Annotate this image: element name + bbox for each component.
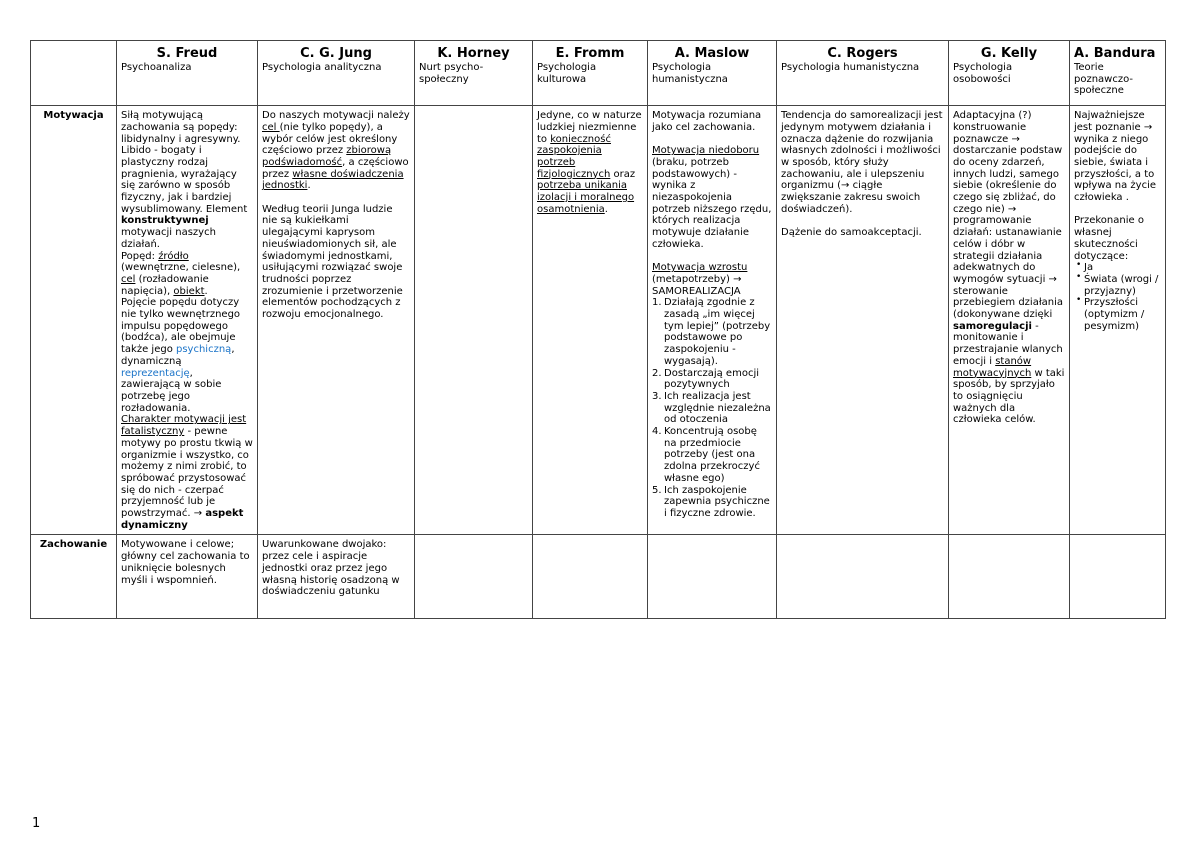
cell-bandura-zachowanie (1070, 535, 1166, 619)
theory-name: Psychologia analityczna (262, 62, 382, 73)
list-text: Dostarczają emocji pozytywnych (664, 367, 759, 391)
list-item (652, 485, 772, 520)
cell-rogers-motywacja (777, 106, 949, 535)
theory-name: Psychologia humanistyczna (652, 62, 728, 85)
list-item (1076, 260, 1161, 274)
theorist-name: E. Fromm (555, 46, 625, 61)
text: Do naszych motywacji należy (262, 110, 410, 122)
text-underlined: obiekt (173, 285, 205, 297)
bullet-list (1074, 262, 1161, 332)
header-jung (258, 41, 415, 106)
cell-freud-motywacja (117, 106, 258, 535)
header-row (31, 41, 1166, 106)
text: w taki sposób, by sprzyjało to osiągnięciu ważnych dla człowieka celów. (953, 367, 1065, 426)
theory-name: Psychologia kulturowa (537, 62, 597, 85)
theory-name: Psychologia osobowości (953, 62, 1013, 85)
bullet-icon: • (1076, 295, 1082, 306)
cell-maslow-zachowanie (648, 535, 777, 619)
list-item (652, 297, 772, 367)
text-underlined: cel (121, 273, 136, 285)
theorist-name: C. G. Jung (300, 46, 372, 61)
text: (rozładowanie napięcia), (121, 273, 209, 297)
text: (wewnętrzne, cielesne), (121, 262, 241, 274)
list-text: Ich realizacja jest względnie niezależna od otoczenia (664, 390, 771, 426)
cell-freud-zachowanie: Motywowane i celowe; główny cel zachowania to uniknięcie bolesnych myśli i wspomnień. (117, 535, 258, 619)
list-text: Koncentrują osobę na przedmiocie potrzeby (jest ona zdolna przekroczyć własne ego) (664, 426, 760, 484)
list-number: 5. (652, 484, 662, 496)
list-item (652, 391, 772, 426)
cell-fromm-zachowanie (533, 535, 648, 619)
text: Przekonanie o własnej skuteczności dotyczące: (1074, 215, 1144, 262)
cell-horney-motywacja (415, 106, 533, 535)
text: oraz (610, 168, 636, 180)
text-underlined: potrzeba unikania izolacji i moralnego osamotnienia (537, 180, 635, 215)
text: Jedyne, co w naturze ludzkiej niezmienne to (537, 110, 642, 145)
text-underlined: źródło (158, 250, 189, 262)
text: Popęd: (121, 250, 159, 262)
text: Według teorii Junga ludzie nie są kukiełkami ulegającymi kaprysom nieuświadomionych sił, ale świadomymi jednostkami, usiłującymi rozwiązać swoje trudności poprzez zrozumienie i przetworzenie elementów pochodzących z rozwoju emocjonalnego. (262, 203, 403, 321)
cell-bandura-motywacja (1070, 106, 1166, 535)
cell-maslow-motywacja (648, 106, 777, 535)
theorist-name: C. Rogers (827, 46, 898, 61)
header-freud (117, 41, 258, 106)
cell-fromm-motywacja (533, 106, 648, 535)
list-number: 4. (652, 426, 662, 438)
text-underlined: stanów motywacyjnych (953, 355, 1032, 379)
text: Motywacja rozumiana jako cel zachowania. (652, 110, 762, 133)
header-maslow (648, 41, 777, 106)
text: Pojęcie popędu dotyczy nie tylko wewnętrznego impulsu popędowego (bodźca), ale obejmuje także jego (121, 297, 241, 356)
header-rogers (777, 41, 949, 106)
list-item (652, 368, 772, 391)
text-bold: aspekt dynamiczny (121, 508, 244, 531)
text: - monitowanie i przestrajanie wlanych emocji i (953, 320, 1063, 367)
theory-name: Psychoanaliza (121, 62, 192, 73)
theory-name: Teorie poznawczo-społeczne (1074, 62, 1134, 97)
cell-jung-zachowanie: Uwarunkowane dwojako: przez cele i aspiracje jednostki oraz przez jego własną historię osadzoną w doświadczeniu gatunku (258, 535, 415, 619)
list-item (652, 426, 772, 485)
text: - pewne motywy po prostu tkwią w organizmie i wszystko, co możemy z nimi zrobić, to spróbować przystosować się do nich - czerpać przyjemność lub je powstrzymać. → (121, 426, 253, 520)
text: (braku, potrzeb podstawowych) - wynika z niezaspokojenia potrzeb niższego rzędu, których realizacja motywuje działanie człowieka. (652, 156, 772, 250)
text: . (204, 285, 208, 297)
text: , zawierającą w sobie potrzebę jego rozładowania. (121, 367, 222, 414)
text: , a częściowo przez (262, 156, 409, 180)
cell-horney-zachowanie (415, 535, 533, 619)
bullet-icon: • (1076, 260, 1082, 271)
list-text: Przyszłości (optymizm / pesymizm) (1084, 297, 1145, 332)
text-underlined: Charakter motywacji jest fatalistyczny (121, 414, 247, 438)
theorist-name: A. Maslow (674, 46, 750, 61)
text-bold: samoregulacji (953, 320, 1032, 332)
numbered-list (652, 297, 772, 519)
text-underlined: Motywacja niedoboru (652, 145, 760, 157)
list-number: 3. (652, 390, 662, 402)
text: Siłą motywującą zachowania są popędy: libidynalny i agresywny. Libido - bogaty i plastyczny rodzaj pragnienia, wyrażający się zarówno w sposób fizyczny, jak i bardziej wysublimowany. Element (121, 110, 248, 215)
theorist-name: G. Kelly (980, 46, 1038, 61)
cell-kelly-zachowanie (949, 535, 1070, 619)
text-underlined: Motywacja wzrostu (652, 262, 748, 274)
text: Adaptacyjna (?) konstruowanie poznawcze → dostarczanie podstaw do oceny zdarzeń, innych ludzi, samego siebie (określenie do czego się zbliżać, do czego nie) → programowanie działań: ustanawianie celów i dóbr w strategii działania adekwatnych do wymogów sytuacji → sterowanie przebiegiem działania (dokonywane dzięki (953, 110, 1064, 321)
text-underlined: konieczność zaspokojenia potrzeb fizjologicznych (537, 133, 611, 180)
row-label: Motywacja (31, 106, 117, 535)
text: (metapotrzeby) → SAMOREALIZACJA (652, 273, 742, 297)
header-bandura (1070, 41, 1166, 106)
bullet-icon: • (1076, 271, 1082, 282)
list-text: Świata (wrogi / przyjazny) (1084, 273, 1159, 297)
theory-name: Psychologia humanistyczna (781, 62, 920, 73)
corner-cell (31, 41, 117, 106)
text: , dynamiczną (121, 344, 235, 367)
list-number: 2. (652, 367, 662, 379)
cell-jung-motywacja (258, 106, 415, 535)
list-text: Ja (1084, 262, 1094, 274)
text-underlined: własne doświadczenia jednostki (262, 168, 404, 192)
theorist-name: A. Bandura (1074, 46, 1156, 61)
header-kelly (949, 41, 1070, 106)
text: motywacji naszych działań. (121, 227, 216, 250)
text: . (604, 203, 608, 215)
theories-table (30, 40, 1166, 619)
theorist-name: K. Horney (437, 46, 510, 61)
row-motywacja (31, 106, 1166, 535)
list-text: Ich zaspokojenie zapewnia psychiczne i fizyczne zdrowie. (664, 484, 770, 519)
list-item (1076, 295, 1161, 332)
cell-rogers-zachowanie (777, 535, 949, 619)
theorist-name: S. Freud (156, 46, 218, 61)
text: Dążenie do samoakceptacji. (781, 227, 922, 239)
page-number: 1 (32, 816, 41, 831)
list-number: 1. (652, 297, 662, 309)
text-blue: reprezentację (121, 367, 190, 379)
list-text: Działają zgodnie z zasadą „im więcej tym lepiej” (potrzeby podstawowe po zaspokojeniu - wygasają). (664, 297, 771, 367)
cell-kelly-motywacja (949, 106, 1070, 535)
text-blue: psychiczną (176, 344, 232, 356)
text: . (307, 180, 311, 192)
text: Tendencja do samorealizacji jest jedynym motywem działania i oznacza dążenie do rozwijania własnych zdolności i możliwości w sposób, który służy zachowaniu, ale i ulepszeniu organizmu (→ ciągłe zwiększanie zakresu swoich doświadczeń). (781, 110, 943, 215)
text-underlined: zbiorową podświadomość (262, 145, 392, 168)
text: (nie tylko popędy), a wybór celów jest określony częściowo przez (262, 121, 398, 157)
row-zachowanie (31, 535, 1166, 619)
header-fromm (533, 41, 648, 106)
theory-name: Nurt psycho-społeczny (419, 62, 484, 85)
text-bold: konstruktywnej (121, 215, 209, 227)
header-horney (415, 41, 533, 106)
list-item (1076, 271, 1161, 297)
row-label: Zachowanie (31, 535, 117, 619)
text-underlined: cel (262, 121, 280, 133)
text: Najważniejsze jest poznanie → wynika z niego podejście do siebie, świata i przyszłości, a to wpływa na życie człowieka . (1074, 110, 1157, 204)
